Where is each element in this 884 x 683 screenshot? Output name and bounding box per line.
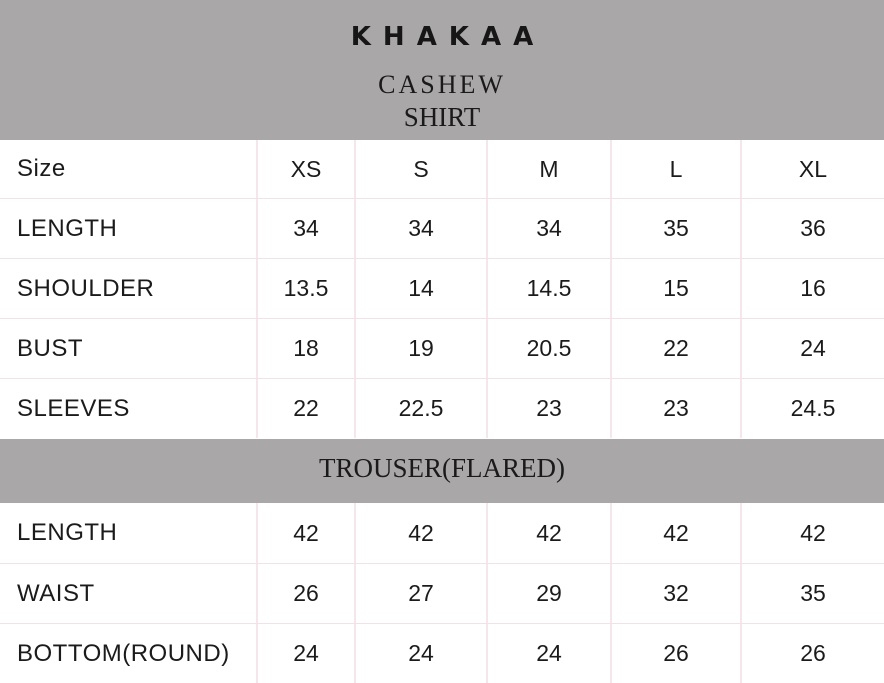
brand-logo: KHAKAA <box>350 22 546 52</box>
table-cell: 42 <box>486 503 610 563</box>
table-cell: 34 <box>256 199 354 258</box>
table-cell: 27 <box>354 564 486 623</box>
shirt-section-title: SHIRT <box>403 102 481 132</box>
table-cell: 26 <box>256 564 354 623</box>
table-cell: 22 <box>610 319 740 378</box>
table-cell: 35 <box>740 564 884 623</box>
table-row <box>0 378 884 438</box>
table-cell: 13.5 <box>256 259 354 318</box>
table-cell: 42 <box>740 503 884 563</box>
table-cell: 42 <box>354 503 486 563</box>
table-cell: 26 <box>740 624 884 683</box>
table-row <box>0 258 884 318</box>
shirt-size-table <box>0 140 884 438</box>
table-cell: 15 <box>610 259 740 318</box>
row-label: SHOULDER <box>17 274 155 302</box>
table-cell: 24 <box>256 624 354 683</box>
table-cell: 23 <box>486 379 610 438</box>
size-header-row <box>0 140 884 198</box>
table-cell: 23 <box>610 379 740 438</box>
table-cell: 32 <box>610 564 740 623</box>
table-cell: 42 <box>256 503 354 563</box>
table-cell: 42 <box>610 503 740 563</box>
row-label: BOTTOM(ROUND) <box>17 639 230 667</box>
table-cell: 24 <box>486 624 610 683</box>
table-cell: 14.5 <box>486 259 610 318</box>
table-cell: 18 <box>256 319 354 378</box>
row-label: LENGTH <box>17 519 118 546</box>
size-s: S <box>354 140 486 198</box>
header-band <box>0 0 884 140</box>
trouser-section-title: TROUSER(FLARED) <box>318 453 565 483</box>
table-row <box>0 318 884 378</box>
table-cell: 35 <box>610 199 740 258</box>
row-label: BUST <box>17 334 84 362</box>
size-m: M <box>486 140 610 198</box>
table-cell: 22.5 <box>354 379 486 438</box>
table-cell: 24 <box>354 624 486 683</box>
table-row <box>0 503 884 563</box>
table-cell: 20.5 <box>486 319 610 378</box>
table-cell: 36 <box>740 199 884 258</box>
table-cell: 22 <box>256 379 354 438</box>
size-l: L <box>610 140 740 198</box>
table-row <box>0 623 884 683</box>
size-header-label: Size <box>17 155 66 182</box>
table-cell: 14 <box>354 259 486 318</box>
table-cell: 26 <box>610 624 740 683</box>
row-label: SLEEVES <box>17 394 130 422</box>
table-row <box>0 563 884 623</box>
table-cell: 34 <box>354 199 486 258</box>
row-label: LENGTH <box>17 214 118 242</box>
size-xl: XL <box>740 140 884 198</box>
table-cell: 29 <box>486 564 610 623</box>
size-xs: XS <box>256 140 354 198</box>
trouser-section-band <box>0 439 884 503</box>
table-cell: 24 <box>740 319 884 378</box>
table-row <box>0 198 884 258</box>
table-cell: 34 <box>486 199 610 258</box>
trouser-size-table <box>0 503 884 683</box>
table-cell: 24.5 <box>740 379 884 438</box>
row-label: WAIST <box>17 579 95 607</box>
table-cell: 19 <box>354 319 486 378</box>
product-name: CASHEW <box>378 70 506 99</box>
table-cell: 16 <box>740 259 884 318</box>
